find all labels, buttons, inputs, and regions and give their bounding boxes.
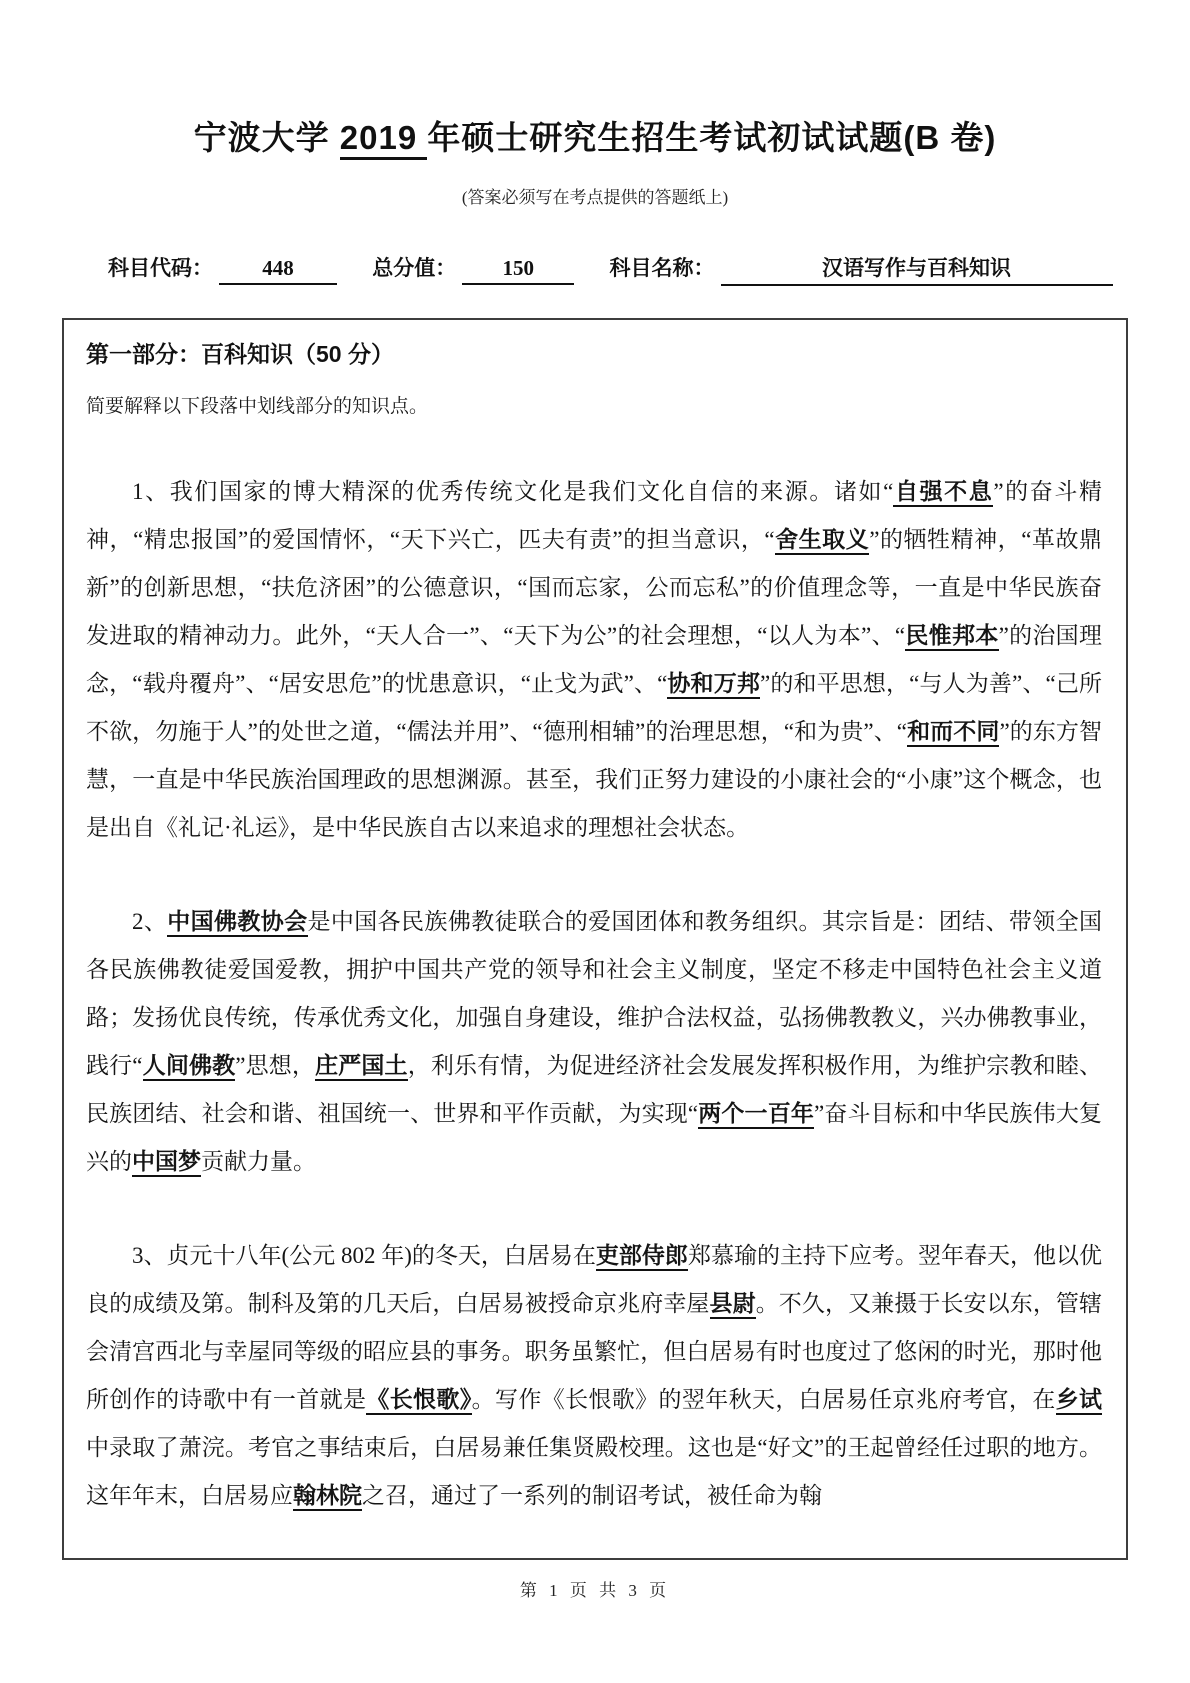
subject-code-label: 科目代码： bbox=[108, 257, 213, 280]
text-run: 贡献力量。 bbox=[201, 1149, 316, 1174]
page-footer: 第 1 页 共 3 页 bbox=[519, 1581, 671, 1600]
section-instruction: 简要解释以下段落中划线部分的知识点。 bbox=[86, 396, 429, 417]
text-run: 2、 bbox=[132, 909, 168, 934]
subject-code-value: 448 bbox=[219, 256, 337, 285]
text-run: 1、我们国家的博大精深的优秀传统文化是我们文化自信的来源。诸如“ bbox=[132, 479, 894, 504]
question-paragraph-2 bbox=[86, 898, 1102, 1186]
text-run: 之召，通过了一系列的制诏考试，被任命为翰 bbox=[362, 1483, 822, 1508]
text-run: 。写作《长恨歌》的翌年秋天，白居易任京兆府考官，在 bbox=[471, 1387, 1056, 1412]
text-run: ”的和平思想，“与人为善”、“己所不欲，勿施于人”的处世之道，“儒法并用”、“德刑相辅”的治理思想，“和为贵”、“ bbox=[86, 671, 1102, 744]
underlined-term: 翰林院 bbox=[293, 1483, 362, 1511]
text-run: ”的东方智慧，一直是中华民族治国理政的思想渊源。甚至，我们正努力建设的小康社会的“小康”这个概念，也是出自《礼记·礼运》，是中华民族自古以来追求的理想社会状态。 bbox=[86, 719, 1103, 840]
underlined-term: 中国梦 bbox=[132, 1149, 201, 1177]
question-paragraph-1 bbox=[86, 468, 1102, 852]
subject-name-value: 汉语写作与百科知识 bbox=[721, 252, 1113, 286]
underlined-term: 县尉 bbox=[710, 1291, 756, 1319]
underlined-term: 舍生取义 bbox=[775, 527, 870, 555]
question-paragraph-3 bbox=[86, 1232, 1102, 1520]
text-run: ”思想， bbox=[235, 1053, 316, 1078]
underlined-term: 协和万邦 bbox=[667, 671, 760, 699]
page-title bbox=[0, 112, 1190, 159]
question-box bbox=[62, 318, 1128, 1560]
text-run: ”的牺牲精神，“革故鼎新”的创新思想，“扶危济困”的公德意识，“国而忘家，公而忘私”的价值理念等，一直是中华民族奋发进取的精神动力。此外，“天人合一”、“天下为公”的社会理想，“以人为本”、“ bbox=[86, 527, 1103, 648]
underlined-term: 吏部侍郎 bbox=[596, 1243, 688, 1271]
subject-meta-row bbox=[108, 252, 1190, 286]
underlined-term: 和而不同 bbox=[907, 719, 999, 747]
underlined-term: 自强不息 bbox=[893, 479, 993, 507]
text-run: ”的治国理念，“载舟覆舟”、“居安思危”的忧患意识，“止戈为武”、“ bbox=[86, 623, 1102, 696]
text-run: 宁波大学 bbox=[193, 119, 340, 156]
subject-name-label: 科目名称： bbox=[609, 257, 715, 280]
text-run: ”奋斗目标和中华民族伟大复兴的 bbox=[86, 1101, 1102, 1174]
underlined-term: 庄严国土 bbox=[315, 1053, 408, 1081]
text-run: 3、贞元十八年(公元 802 年)的冬天，白居易在 bbox=[132, 1243, 596, 1268]
text-run: 。不久，又兼摄于长安以东，管辖会清宫西北与幸屋同等级的昭应县的事务。职务虽繁忙，但白居易有时也度过了悠闲的时光，那时他所创作的诗歌中有一首就是 bbox=[86, 1291, 1103, 1412]
total-score-label: 总分值： bbox=[372, 257, 457, 280]
text-run: 中录取了萧浣。考官之事结束后，白居易兼任集贤殿校理。这也是“好文”的王起曾经任过职的地方。这年年末，白居易应 bbox=[86, 1435, 1102, 1508]
underlined-year: 2019 bbox=[340, 119, 428, 160]
underlined-term: 《长恨歌》 bbox=[366, 1387, 471, 1415]
text-run: ，利乐有情，为促进经济社会发展发挥积极作用，为维护宗教和睦、民族团结、社会和谐、祖国统一、世界和平作贡献，为实现“ bbox=[86, 1053, 1103, 1126]
text-run: 年硕士研究生招生考试初试试题(B 卷) bbox=[427, 119, 997, 156]
section-heading: 第一部分：百科知识（50 分） bbox=[86, 341, 394, 367]
answer-sheet-note: (答案必须写在考点提供的答题纸上) bbox=[461, 188, 729, 207]
text-run: 郑慕瑜的主持下应考。翌年春天，他以优良的成绩及第。制科及第的几天后，白居易被授命京兆府幸屋 bbox=[86, 1243, 1103, 1316]
text-run: ”的奋斗精神，“精忠报国”的爱国情怀，“天下兴亡，匹夫有责”的担当意识，“ bbox=[86, 479, 1102, 552]
text-run: 是中国各民族佛教徒联合的爱国团体和教务组织。其宗旨是：团结、带领全国各民族佛教徒爱国爱教，拥护中国共产党的领导和社会主义制度，坚定不移走中国特色社会主义道路；发扬优良传统，传承优秀文化，加强自身建设，维护合法权益，弘扬佛教教义，兴办佛教事业，践行“ bbox=[86, 909, 1103, 1078]
underlined-term: 人间佛教 bbox=[143, 1053, 236, 1081]
total-score-value: 150 bbox=[462, 256, 574, 285]
underlined-term: 民惟邦本 bbox=[905, 623, 999, 651]
underlined-term: 乡试 bbox=[1056, 1387, 1102, 1415]
underlined-term: 中国佛教协会 bbox=[167, 909, 307, 937]
underlined-term: 两个一百年 bbox=[698, 1101, 814, 1129]
